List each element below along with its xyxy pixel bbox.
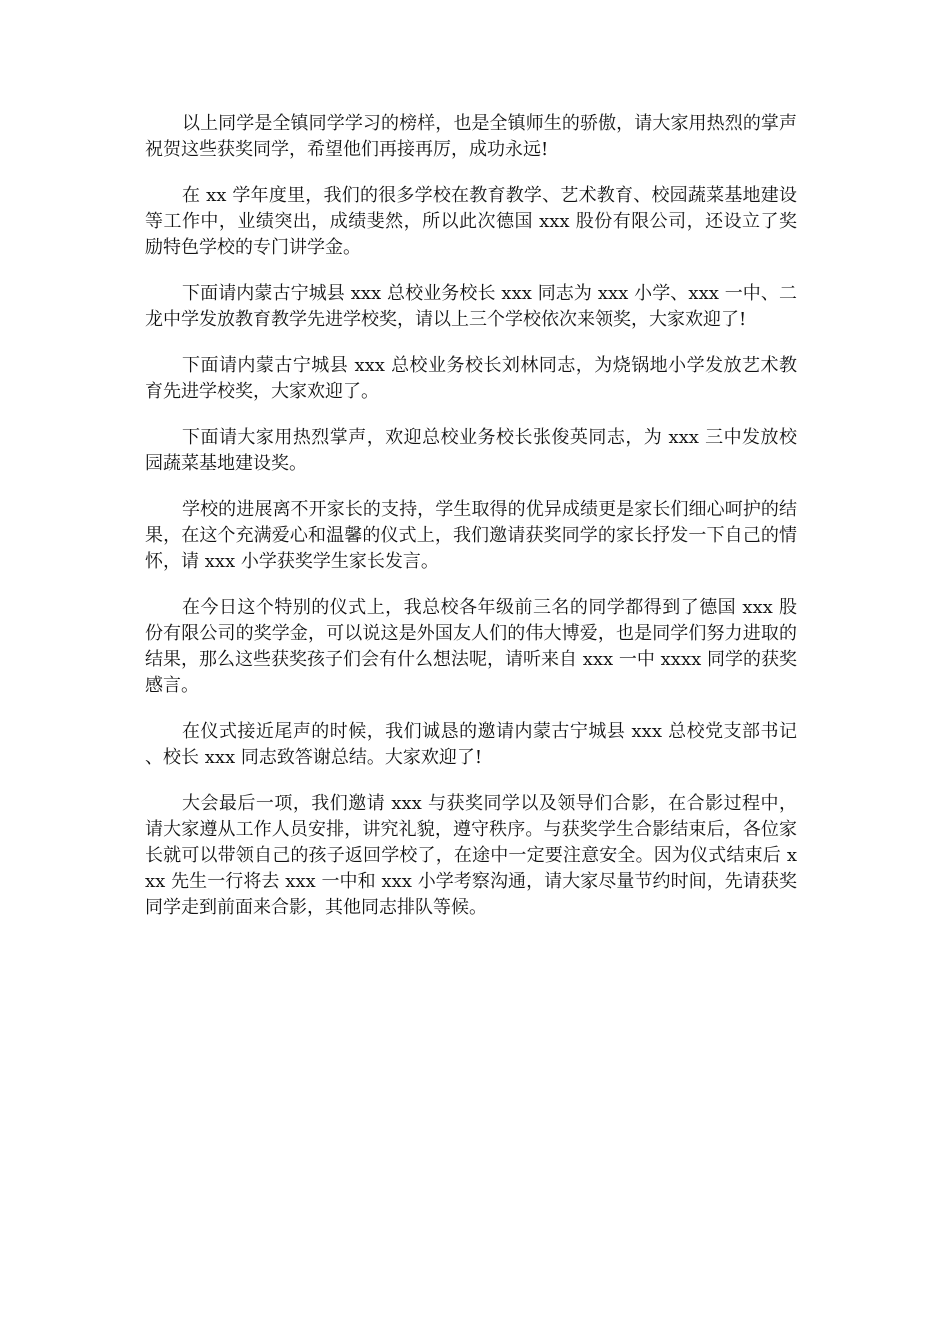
paragraph-9: 大会最后一项，我们邀请 xxx 与获奖同学以及领导们合影，在合影过程中，请大家遵从工作人员安排，讲究礼貌，遵守秩序。与获奖学生合影结束后，各位家长就可以带领自己的孩子返回学校了，在途中一定要注意安全。因为仪式结束后 xxx 先生一行将去 xxx 一中和 xxx 小学考察沟通，请大家尽量节约时间，先请获奖同学走到前面来合影，其他同志排队等候。 [145, 793, 797, 918]
paragraph-3: 下面请内蒙古宁城县 xxx 总校业务校长 xxx 同志为 xxx 小学、xxx 一中、二龙中学发放教育教学先进学校奖，请以上三个学校依次来领奖，大家欢迎了! [145, 283, 797, 330]
paragraph-1: 以上同学是全镇同学学习的榜样，也是全镇师生的骄傲，请大家用热烈的掌声祝贺这些获奖同学，希望他们再接再厉，成功永远! [145, 113, 797, 160]
document-body [145, 111, 797, 941]
paragraph-6: 学校的进展离不开家长的支持，学生取得的优异成绩更是家长们细心呵护的结果，在这个充满爱心和温馨的仪式上，我们邀请获奖同学的家长抒发一下自己的情怀，请 xxx 小学获奖学生家长发言。 [145, 499, 797, 572]
paragraph-7: 在今日这个特别的仪式上，我总校各年级前三名的同学都得到了德国 xxx 股份有限公司的奖学金，可以说这是外国友人们的伟大博爱，也是同学们努力进取的结果，那么这些获奖孩子们会有什么想法呢，请听来自 xxx 一中 xxxx 同学的获奖感言。 [145, 597, 797, 696]
paragraph-2: 在 xx 学年度里，我们的很多学校在教育教学、艺术教育、校园蔬菜基地建设等工作中，业绩突出，成绩斐然，所以此次德国 xxx 股份有限公司，还设立了奖励特色学校的专门讲学金。 [145, 185, 797, 258]
paragraph-4: 下面请内蒙古宁城县 xxx 总校业务校长刘林同志，为烧锅地小学发放艺术教育先进学校奖，大家欢迎了。 [145, 355, 797, 402]
paragraph-8: 在仪式接近尾声的时候，我们诚恳的邀请内蒙古宁城县 xxx 总校党支部书记、校长 xxx 同志致答谢总结。大家欢迎了! [145, 721, 797, 768]
paragraph-5: 下面请大家用热烈掌声，欢迎总校业务校长张俊英同志，为 xxx 三中发放校园蔬菜基地建设奖。 [145, 427, 797, 474]
